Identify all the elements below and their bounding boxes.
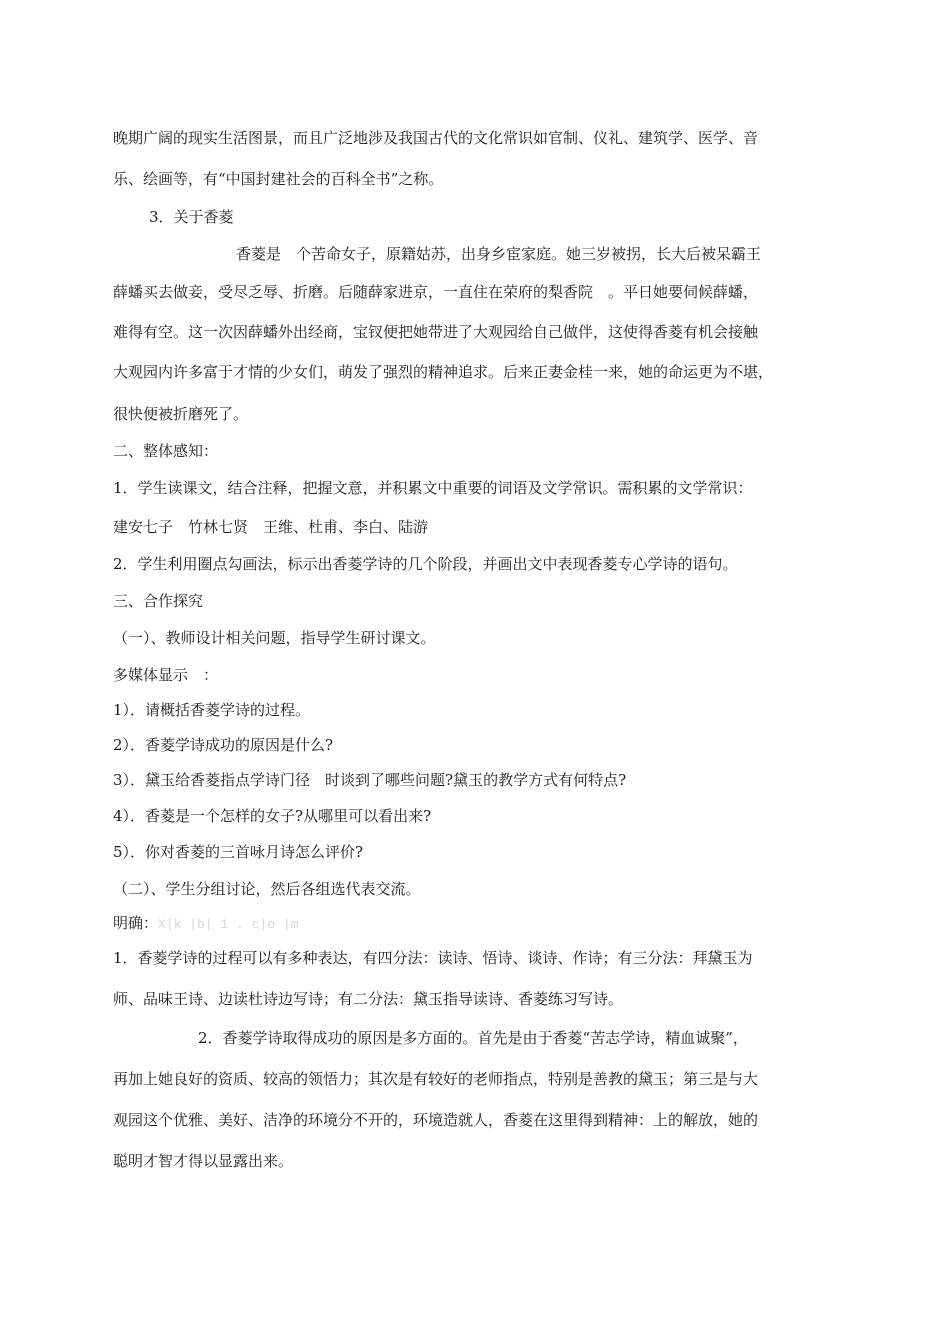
paragraph-line: 聪明才智才得以显露出来。 (113, 1152, 294, 1170)
paragraph-line: 1．学生读课文，结合注释，把握文意，并积累文中重要的词语及文学常识。需积累的文学常识： (113, 479, 753, 497)
paragraph-line: 观园这个优雅、美好、洁净的环境分不开的，环境造就人，香菱在这里得到精神：上的解放，她的 (113, 1111, 759, 1129)
section-heading: 3．关于香菱 (149, 208, 234, 226)
question-item: 5）．你对香菱的三首咏月诗怎么评价? (113, 843, 364, 861)
paragraph-line: 再加上她良好的资质、较高的领悟力；其次是有较好的老师指点，特别是善教的黛玉；第三是与大 (113, 1070, 759, 1088)
question-item: 2）．香菱学诗成功的原因是什么? (113, 736, 334, 754)
paragraph-line: 香菱是 个苦命女子，原籍姑苏，出身乡宦家庭。她三岁被拐，长大后被呆霸王 (236, 245, 762, 263)
paragraph-line: 2．香菱学诗取得成功的原因是多方面的。首先是由于香菱“苦志学诗，精血诚聚”， (198, 1029, 748, 1047)
paragraph-line: （二）、学生分组讨论，然后各组选代表交流。 (113, 880, 421, 898)
section-heading: 二、整体感知： (113, 442, 219, 460)
paragraph-line: 建安七子 竹林七贤 王维、杜甫、李白、陆游 (113, 518, 429, 536)
answer-label: 明确： (113, 914, 159, 932)
paragraph-line: 大观园内许多富于才情的少女们，萌发了强烈的精神追求。后来正妻金桂一来，她的命运更为不堪， (113, 363, 774, 381)
paragraph-line: 1．香菱学诗的过程可以有多种表达，有四分法：读诗、悟诗、谈诗、作诗；有三分法：拜黛玉为 (113, 949, 753, 967)
paragraph-line: 晚期广阔的现实生活图景，而且广泛地涉及我国古代的文化常识如官制、仪礼、建筑学、医学、音 (113, 129, 759, 147)
paragraph-line: 师、品味王诗、边读杜诗边写诗；有二分法：黛玉指导读诗、香菱练习写诗。 (113, 990, 624, 1008)
question-item: 1）．请概括香菱学诗的过程。 (113, 701, 311, 719)
paragraph-line: 乐、绘画等，有“中国封建社会的百科全书”之称。 (113, 170, 444, 188)
answer-heading (113, 913, 298, 935)
paragraph-line: 薛蟠买去做妾，受尽乏辱、折磨。后随薛家进京，一直住在荣府的梨香院 。平日她要伺候薛蟠， (113, 283, 759, 301)
paragraph-line: （一）、教师设计相关问题，指导学生研讨课文。 (113, 629, 436, 647)
paragraph-line: 2．学生利用圈点勾画法，标示出香菱学诗的几个阶段，并画出文中表现香菱专心学诗的语句。 (113, 555, 738, 573)
watermark-text: X|k |b| 1 . c|o |m (158, 917, 299, 932)
question-item: 4）．香菱是一个怎样的女子?从哪里可以看出来? (113, 807, 432, 825)
section-heading: 三、合作探究 (113, 592, 204, 610)
paragraph-line: 难得有空。这一次因薛蟠外出经商，宝钗便把她带进了大观园给自己做伴，这使得香菱有机会接触 (113, 323, 759, 341)
paragraph-line: 很快便被折磨死了。 (113, 405, 249, 423)
paragraph-line: 多媒体显示 ： (113, 666, 219, 684)
question-item: 3）．黛玉给香菱指点学诗门径 时谈到了哪些问题?黛玉的教学方式有何特点? (113, 771, 627, 789)
